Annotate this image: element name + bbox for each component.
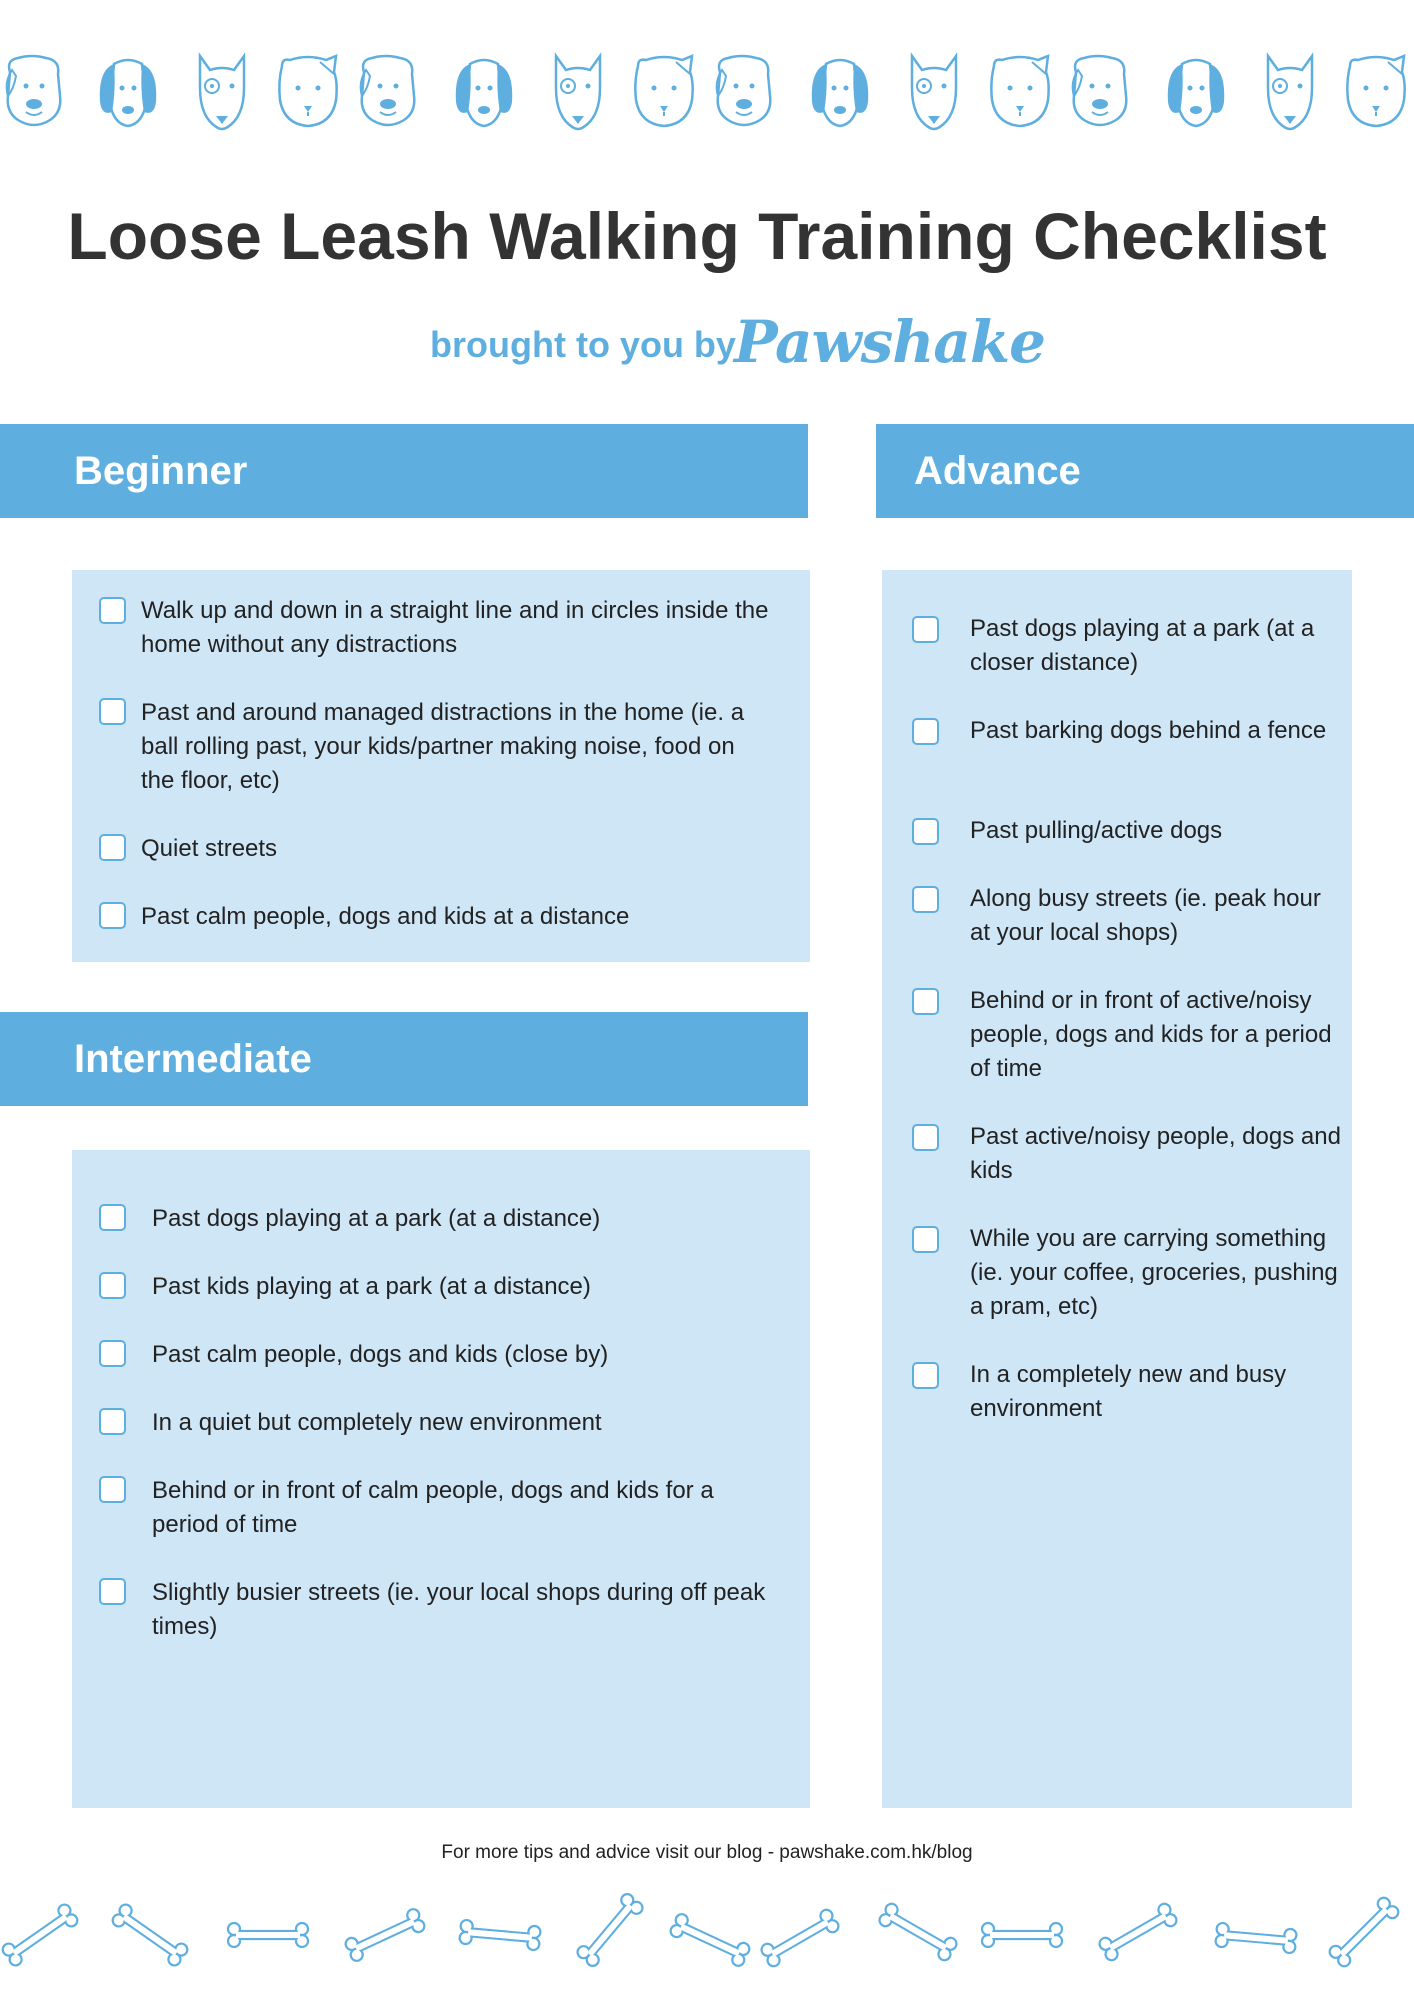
dog-faces-decoration	[0, 48, 1414, 138]
item-text: In a quiet but completely new environment	[152, 1409, 602, 1436]
brand-logo: Pawshake	[734, 308, 1046, 376]
checkbox[interactable]	[99, 597, 126, 624]
item-text: Along busy streets (ie. peak hour at your local shops)	[970, 885, 1321, 946]
byline-text: brought to you by	[430, 324, 736, 365]
item-text: Slightly busier streets (ie. your local shops during off peak times)	[152, 1579, 766, 1640]
intermediate-panel	[72, 1150, 810, 1808]
checkbox[interactable]	[912, 1124, 939, 1151]
item-text: Past calm people, dogs and kids at a distance	[141, 903, 630, 930]
checkbox[interactable]	[99, 698, 126, 725]
intermediate-heading-band	[0, 1012, 808, 1106]
item-text: Past active/noisy people, dogs and kids	[970, 1123, 1341, 1184]
advance-panel	[882, 570, 1352, 1808]
checkbox[interactable]	[99, 1578, 126, 1605]
checkbox[interactable]	[99, 1408, 126, 1435]
footer-note: For more tips and advice visit our blog - pawshake.com.hk/blog	[441, 1842, 973, 1863]
item-text: Past calm people, dogs and kids (close by)	[152, 1341, 609, 1368]
item-text: Past barking dogs behind a fence	[970, 717, 1327, 744]
checkbox[interactable]	[912, 616, 939, 643]
beginner-panel	[72, 570, 810, 962]
checkbox[interactable]	[912, 1362, 939, 1389]
item-text: Behind or in front of active/noisy people, dogs and kids for a period of time	[970, 987, 1332, 1082]
checkbox[interactable]	[912, 818, 939, 845]
item-text: Past dogs playing at a park (at a closer distance)	[970, 615, 1315, 676]
item-text: Past kids playing at a park (at a distance)	[152, 1273, 591, 1300]
bones-decoration	[0, 1880, 1414, 1990]
page-title: Loose Leash Walking Training Checklist	[67, 199, 1327, 273]
item-text: Behind or in front of calm people, dogs and kids for a period of time	[152, 1477, 714, 1538]
checkbox[interactable]	[99, 834, 126, 861]
beginner-heading-band	[0, 424, 808, 518]
checkbox[interactable]	[99, 902, 126, 929]
intermediate-heading: Intermediate	[74, 1036, 312, 1081]
checkbox[interactable]	[99, 1476, 126, 1503]
advance-heading-band	[876, 424, 1414, 518]
item-text: Walk up and down in a straight line and in circles inside the home without any distractions	[141, 597, 769, 658]
checkbox[interactable]	[99, 1340, 126, 1367]
checkbox[interactable]	[912, 1226, 939, 1253]
checkbox[interactable]	[912, 718, 939, 745]
item-text: Past dogs playing at a park (at a distance)	[152, 1205, 601, 1232]
beginner-heading: Beginner	[74, 448, 248, 493]
item-text: Quiet streets	[141, 835, 278, 862]
advance-heading: Advance	[914, 448, 1081, 493]
checkbox[interactable]	[99, 1272, 126, 1299]
checkbox[interactable]	[912, 988, 939, 1015]
item-text: Past and around managed distractions in the home (ie. a ball rolling past, your kids/partner making noise, food on the floor, etc)	[141, 699, 745, 794]
item-text: While you are carrying something (ie. your coffee, groceries, pushing a pram, etc)	[970, 1225, 1338, 1320]
item-text: In a completely new and busy environment	[970, 1361, 1287, 1422]
checkbox[interactable]	[912, 886, 939, 913]
checkbox[interactable]	[99, 1204, 126, 1231]
item-text: Past pulling/active dogs	[970, 817, 1223, 844]
byline	[0, 308, 1414, 382]
